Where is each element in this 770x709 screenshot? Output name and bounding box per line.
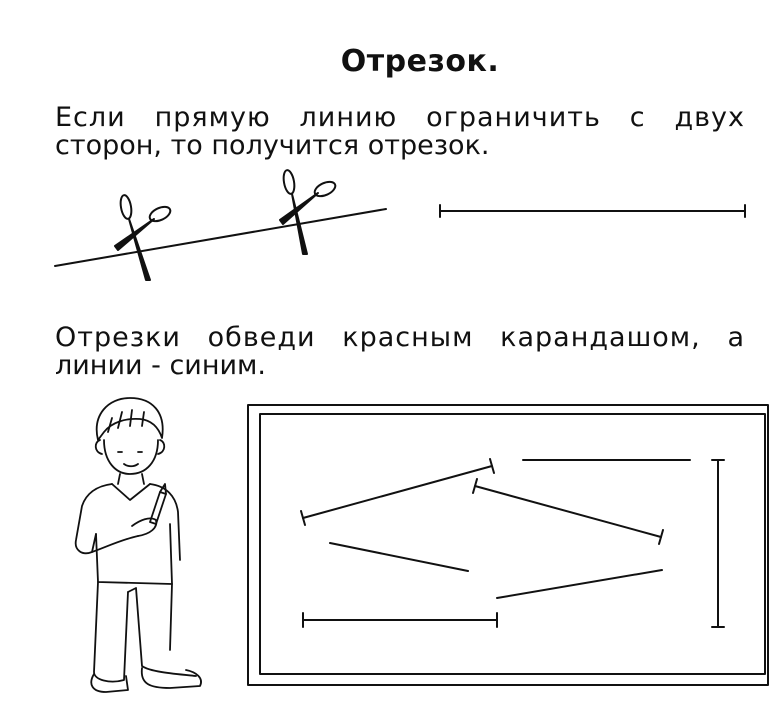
- definition-line-1: Если прямую линию ограничить с двух: [55, 102, 745, 133]
- line-3: [497, 570, 662, 598]
- exercise-frame: [248, 405, 768, 685]
- segment-2: [473, 479, 663, 544]
- segment-example: [440, 205, 745, 217]
- boy-with-pencil-illustration: [76, 398, 201, 692]
- segment-4: [712, 460, 724, 627]
- task-line-1: Отрезки обведи красным карандашом, а: [55, 322, 745, 353]
- definition-line-2: сторон, то получится отрезок.: [55, 130, 490, 161]
- cut-line-illustration: [55, 169, 745, 280]
- segment-1: [301, 459, 494, 525]
- segment-3: [303, 613, 497, 627]
- task-line-2: линии - синим.: [55, 350, 267, 381]
- page-title: Отрезок.: [340, 44, 500, 79]
- frame-outer: [248, 405, 768, 685]
- straight-line: [55, 209, 386, 266]
- scissors-icon-right: [280, 169, 338, 254]
- line-2: [330, 543, 468, 571]
- scissors-icon-left: [115, 194, 173, 280]
